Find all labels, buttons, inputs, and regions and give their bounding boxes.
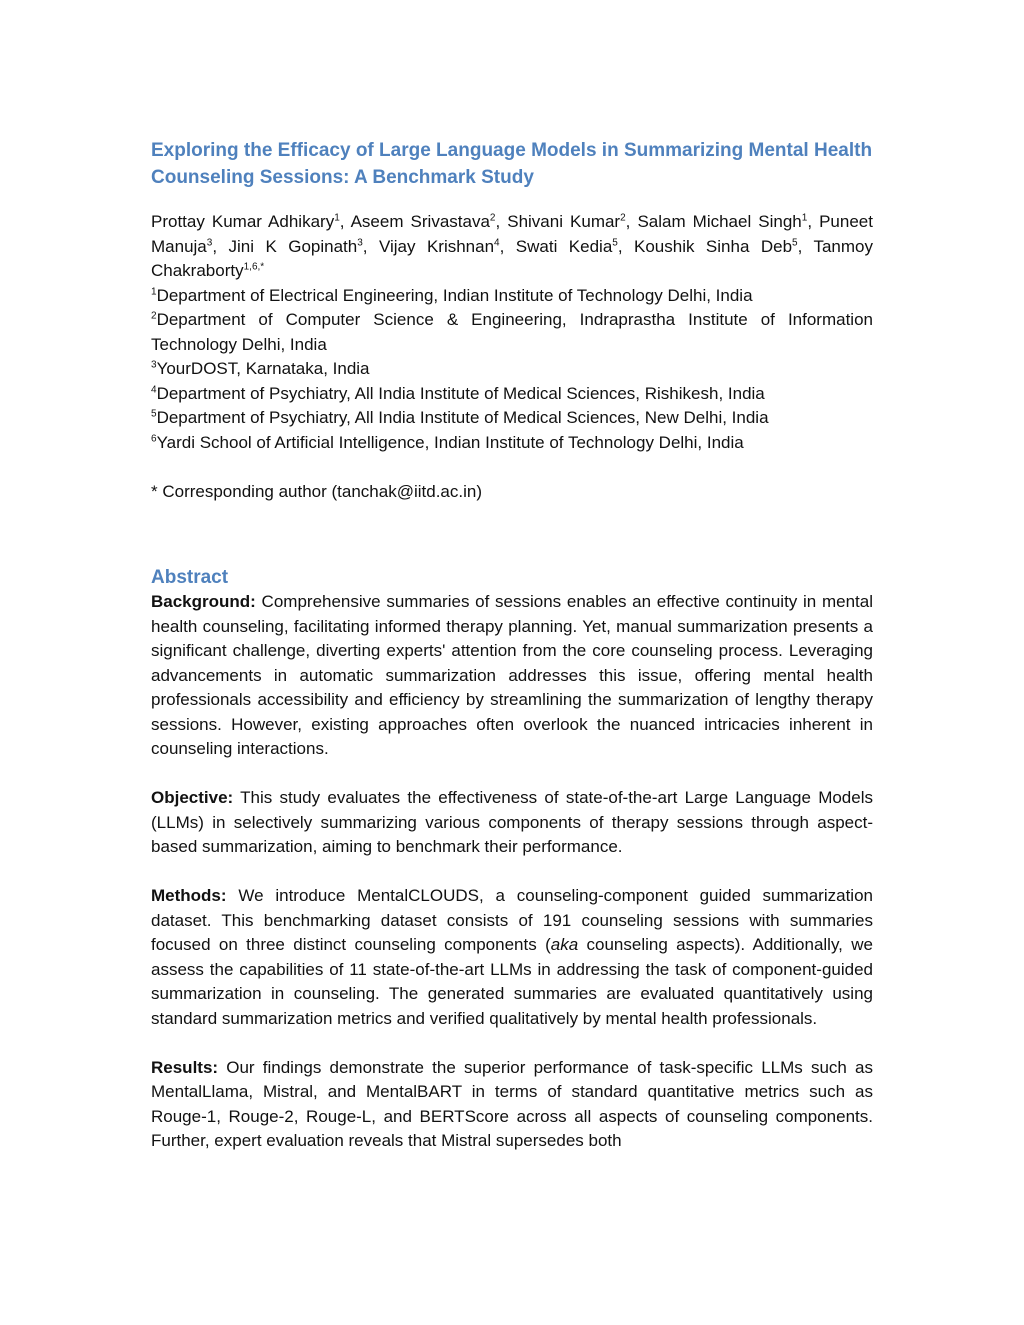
corresponding-author: * Corresponding author (tanchak@iitd.ac.in) xyxy=(151,481,482,501)
section-label: Objective: xyxy=(151,788,234,807)
author: Koushik Sinha Deb$^5$, xyxy=(634,236,814,256)
author: Puneet Manuja$^3$, xyxy=(151,212,873,256)
affiliation: $^2$Department of Computer Science & Engineering, Indraprastha Institute of Information Technology Delhi, India xyxy=(151,310,873,354)
abstract-results: Results: Our findings demonstrate the superior performance of task-specific LLMs such as MentalLlama, Mistral, and MentalBART in terms of standard quantitative metrics such as Rouge-1, Rouge-2, Rouge-L, and BERTScore across all aspects of counseling components. Further, expert evaluation reveals that Mistral supersedes both xyxy=(151,1057,873,1150)
author: Aseem Srivastava$^2$, xyxy=(350,212,508,231)
abstract-objective: Objective: This study evaluates the effectiveness of state-of-the-art Large Language Models (LLMs) in selectively summarizing various components of therapy sessions through aspect-based summarization, aiming to benchmark their performance. xyxy=(151,788,873,856)
author-affiliation-mark: 4 xyxy=(494,236,500,248)
paper-page xyxy=(151,137,873,1154)
author-affiliation-mark: 2 xyxy=(489,212,496,224)
paper-title: Exploring the Efficacy of Large Language Models in Summarizing Mental Health Counseling Sessions: A Benchmark Study xyxy=(151,140,873,188)
author-affiliation-mark: 3 xyxy=(206,236,213,248)
section-label: Results: xyxy=(151,1057,219,1077)
author: Vijay Krishnan$^4$, xyxy=(378,236,516,256)
author-affiliation-mark: 5 xyxy=(792,236,798,248)
abstract-background: Background: Comprehensive summaries of sessions enables an effective continuity in mental health counseling, facilitating informed therapy planning. Yet, manual summarization presents a significant challenge, diverting experts' attention from the core counseling process. Leveraging advancements in automatic summarization addresses this issue, offering mental health professionals accessibility and efficiency by streamlining the summarization of lengthy therapy sessions. However, existing approaches often overlook the nuanced intricacies inherent in counseling interactions. xyxy=(151,592,873,758)
author-affiliation-mark: 3 xyxy=(357,236,363,248)
affiliation-list xyxy=(151,284,873,456)
author: Prottay Kumar Adhikary$^1$, xyxy=(151,212,351,231)
author-affiliation-mark: 1 xyxy=(334,212,340,224)
affiliation: $^1$Department of Electrical Engineering, Indian Institute of Technology Delhi, India xyxy=(151,285,753,305)
affiliation: $^3$YourDOST, Karnataka, India xyxy=(151,359,370,378)
author: Swati Kedia$^5$, xyxy=(515,236,635,256)
author: Tanmoy Chakraborty$^{1,6,*}$ xyxy=(151,236,873,280)
abstract-methods: Methods: We introduce MentalCLOUDS, a counseling-component guided summarization dataset. This benchmarking dataset consists of 191 counseling sessions with summaries focused on three distinct counseling components (aka counseling aspects). Additionally, we assess the capabilities of 11 state-of-the-art LLMs in addressing the task of component-guided summarization in counseling. The generated summaries are evaluated quantitatively using standard summarization metrics and verified qualitatively by mental health professionals. xyxy=(151,886,873,1028)
section-label: Background: xyxy=(151,592,256,611)
affiliation: $^6$Yardi School of Artificial Intelligence, Indian Institute of Technology Delhi, India xyxy=(151,432,744,452)
affiliation: $^4$Department of Psychiatry, All India Institute of Medical Sciences, Rishikesh, India xyxy=(151,383,765,403)
section-label: Methods: xyxy=(151,886,227,905)
author-list xyxy=(151,210,873,284)
author-affiliation-mark: 1,6,* xyxy=(243,261,265,273)
affiliation: $^5$Department of Psychiatry, All India Institute of Medical Sciences, New Delhi, India xyxy=(151,408,769,427)
author: Jini K Gopinath$^3$, xyxy=(228,236,379,256)
author: Shivani Kumar$^2$, xyxy=(507,212,638,231)
author-affiliation-mark: 1 xyxy=(801,212,808,224)
author: Salam Michael Singh$^1$, xyxy=(637,212,820,231)
author-affiliation-mark: 2 xyxy=(620,212,626,224)
abstract-heading: Abstract xyxy=(151,567,229,588)
author-affiliation-mark: 5 xyxy=(612,236,618,248)
